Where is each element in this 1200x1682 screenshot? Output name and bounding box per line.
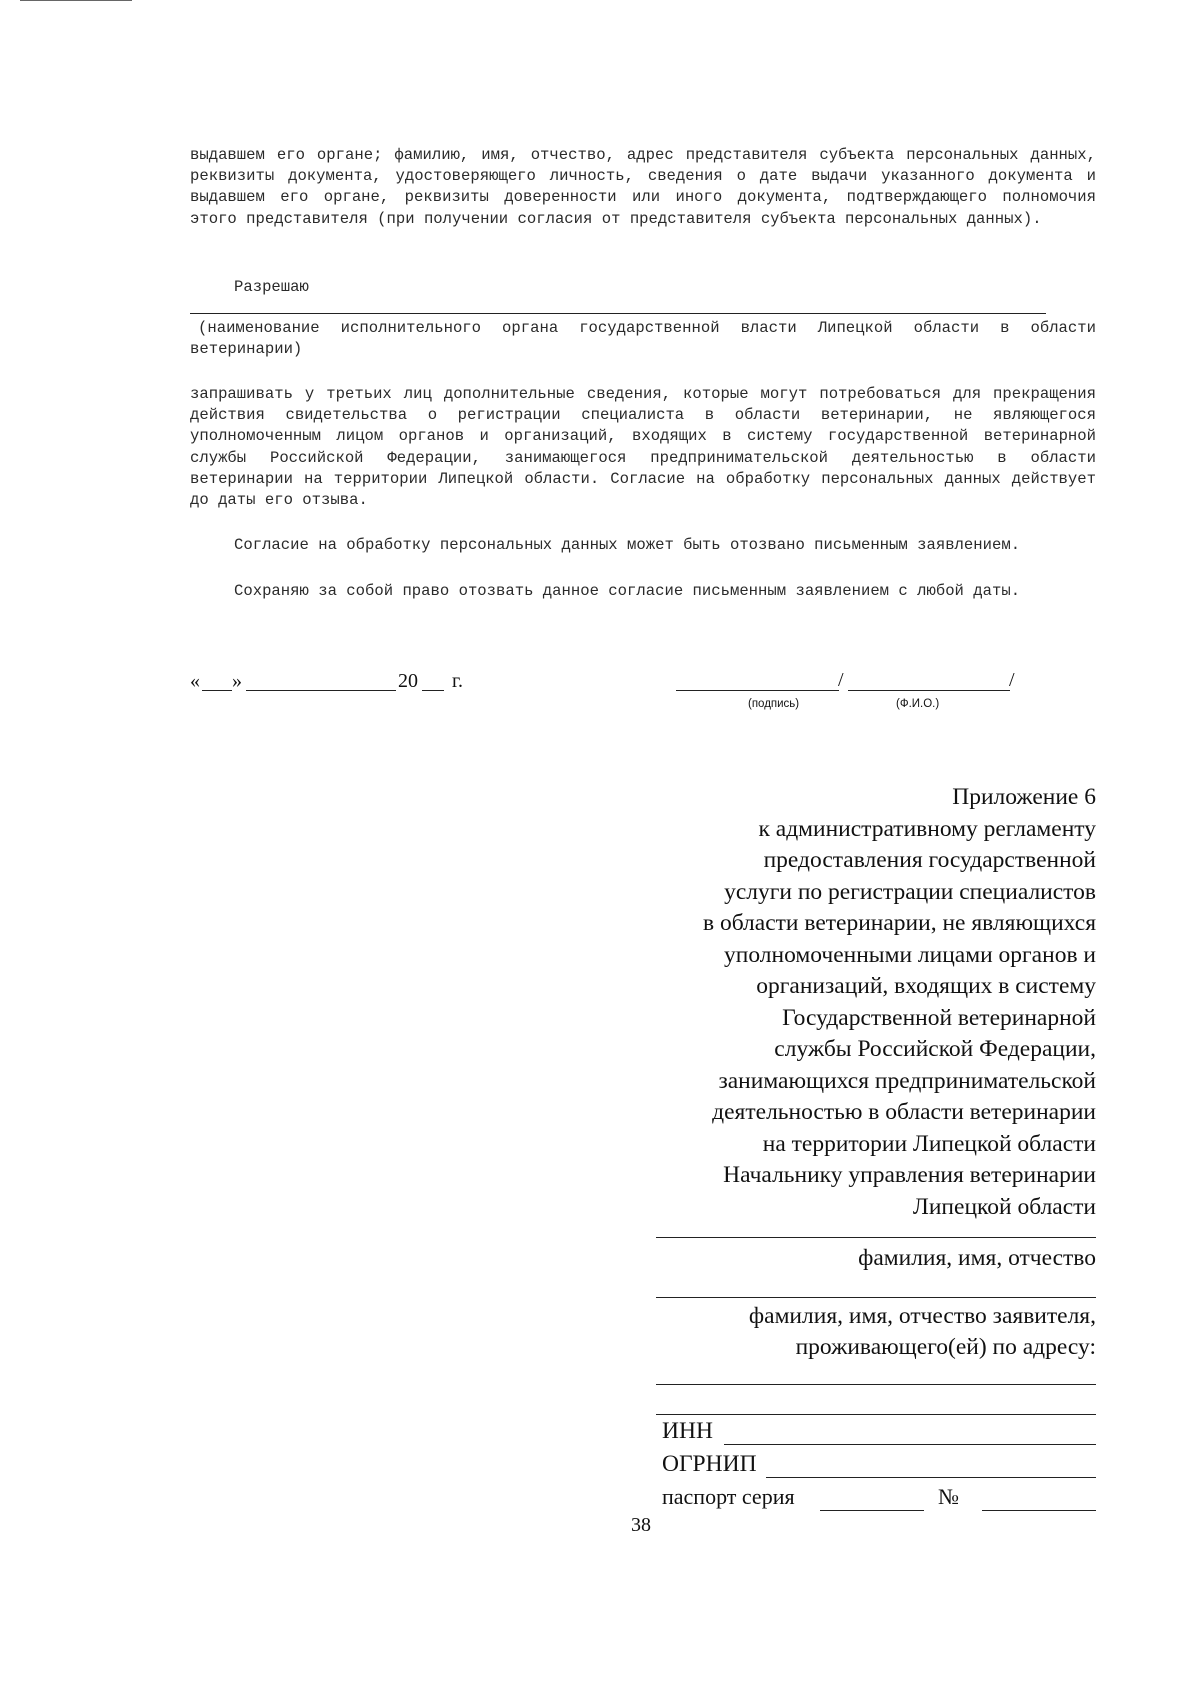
page-number bbox=[631, 1514, 651, 1537]
recipient-fio-caption bbox=[656, 1243, 1096, 1273]
applicant-caption-line-1: фамилия, имя, отчество заявителя, bbox=[748, 1303, 1096, 1329]
applicant-caption-line-2: проживающего(ей) по адресу: bbox=[795, 1334, 1096, 1360]
signature-caption: (подпись) bbox=[748, 698, 800, 710]
ogrnip-label: ОГРНИП bbox=[662, 1451, 757, 1477]
address-line-1 bbox=[656, 1384, 1096, 1385]
day-blank bbox=[202, 690, 232, 691]
appendix-line-14: Липецкой области bbox=[912, 1193, 1096, 1220]
passport-series-blank bbox=[820, 1510, 924, 1511]
appendix-line-3: предоставления государственной bbox=[763, 847, 1096, 873]
appendix-line-7: организаций, входящих в систему bbox=[756, 973, 1096, 999]
allow-word: Разрешаю bbox=[234, 278, 309, 296]
appendix-heading bbox=[536, 782, 1096, 1223]
passport-number-blank bbox=[982, 1510, 1096, 1511]
year-blank bbox=[422, 690, 444, 691]
date-open-quote: « bbox=[190, 670, 200, 692]
ogrnip-field bbox=[662, 1451, 1096, 1481]
recipient-name-line bbox=[656, 1237, 1096, 1238]
address-line-2 bbox=[656, 1414, 1096, 1415]
reserve-paragraph-text: Сохраняю за собой право отозвать данное согласие письменным заявлением с любой даты. bbox=[234, 582, 1021, 600]
signature-slash-1: / bbox=[838, 669, 844, 691]
appendix-line-9: службы Российской Федерации, bbox=[774, 1036, 1096, 1062]
recipient-fio-caption-text: фамилия, имя, отчество bbox=[858, 1245, 1096, 1271]
fio-caption: (Ф.И.О.) bbox=[896, 698, 940, 710]
passport-label: паспорт серия bbox=[662, 1484, 795, 1509]
org-name-line bbox=[190, 313, 1046, 314]
reserve-paragraph bbox=[190, 581, 1096, 602]
appendix-line-1: Приложение 6 bbox=[952, 784, 1096, 810]
ogrnip-blank bbox=[766, 1477, 1096, 1478]
appendix-line-2: к административному регламенту bbox=[758, 815, 1096, 842]
inn-label: ИНН bbox=[662, 1418, 713, 1444]
year-suffix: г. bbox=[452, 670, 463, 692]
appendix-line-13: Начальнику управления ветеринарии bbox=[723, 1162, 1096, 1188]
year-prefix: 20 bbox=[398, 670, 418, 692]
appendix-line-4: услуги по регистрации специалистов bbox=[724, 878, 1096, 905]
allow-label bbox=[234, 277, 309, 298]
appendix-line-5: в области ветеринарии, не являющихся bbox=[702, 910, 1096, 936]
page-number-text: 38 bbox=[631, 1514, 651, 1536]
top-paragraph-text: выдавшем его органе; фамилию, имя, отчество, адрес представителя субъекта персональных данных, реквизиты документа, удостоверяющего личность, сведения о дате выдачи указанного документа и выдавшем его органе, реквизиты доверенности или иного документа, подтверждающего полномочия этого представителя (при получении согласия от представителя субъекта персональных данных). bbox=[190, 146, 1096, 228]
revoke-paragraph bbox=[190, 535, 1096, 556]
month-blank bbox=[246, 690, 396, 691]
appendix-line-10: занимающихся предпринимательской bbox=[718, 1067, 1096, 1094]
signature-block bbox=[676, 670, 1026, 718]
org-caption-text: (наименование исполнительного органа государственной власти Липецкой области в области ветеринарии) bbox=[190, 319, 1096, 359]
appendix-line-6: уполномоченными лицами органов и bbox=[724, 941, 1096, 968]
scan-edge-mark bbox=[20, 0, 132, 1]
revoke-paragraph-text: Согласие на обработку персональных данных может быть отозвано письменным заявлением. bbox=[234, 536, 1021, 554]
signature-slash-2: / bbox=[1009, 669, 1015, 691]
date-line bbox=[190, 670, 490, 696]
inn-blank bbox=[724, 1444, 1096, 1445]
passport-field bbox=[662, 1484, 1096, 1514]
top-paragraph bbox=[190, 145, 1096, 230]
signature-blank bbox=[676, 690, 839, 691]
request-paragraph bbox=[190, 384, 1096, 511]
fio-blank bbox=[848, 690, 1010, 691]
inn-field bbox=[662, 1418, 1096, 1448]
number-sign: № bbox=[938, 1484, 959, 1509]
appendix-line-11: деятельностью в области ветеринарии bbox=[712, 1099, 1096, 1125]
org-caption bbox=[190, 318, 1096, 360]
date-close-quote: » bbox=[232, 670, 242, 692]
applicant-name-line bbox=[656, 1297, 1096, 1298]
applicant-caption bbox=[596, 1301, 1096, 1363]
request-paragraph-text: запрашивать у третьих лиц дополнительные сведения, которые могут потребоваться для прекращения действия свидетельства о регистрации специалиста в области ветеринарии, не являющегося уполномоченным лицом органов и организаций, входящих в систему государственной ветеринарной службы Российской Федерации, занимающегося предпринимательской деятельностью в области ветеринарии на территории Липецкой области. Согласие на обработку персональных данных действует до даты его отзыва. bbox=[190, 385, 1096, 510]
appendix-line-12: на территории Липецкой области bbox=[762, 1130, 1096, 1157]
appendix-line-8: Государственной ветеринарной bbox=[782, 1004, 1096, 1031]
